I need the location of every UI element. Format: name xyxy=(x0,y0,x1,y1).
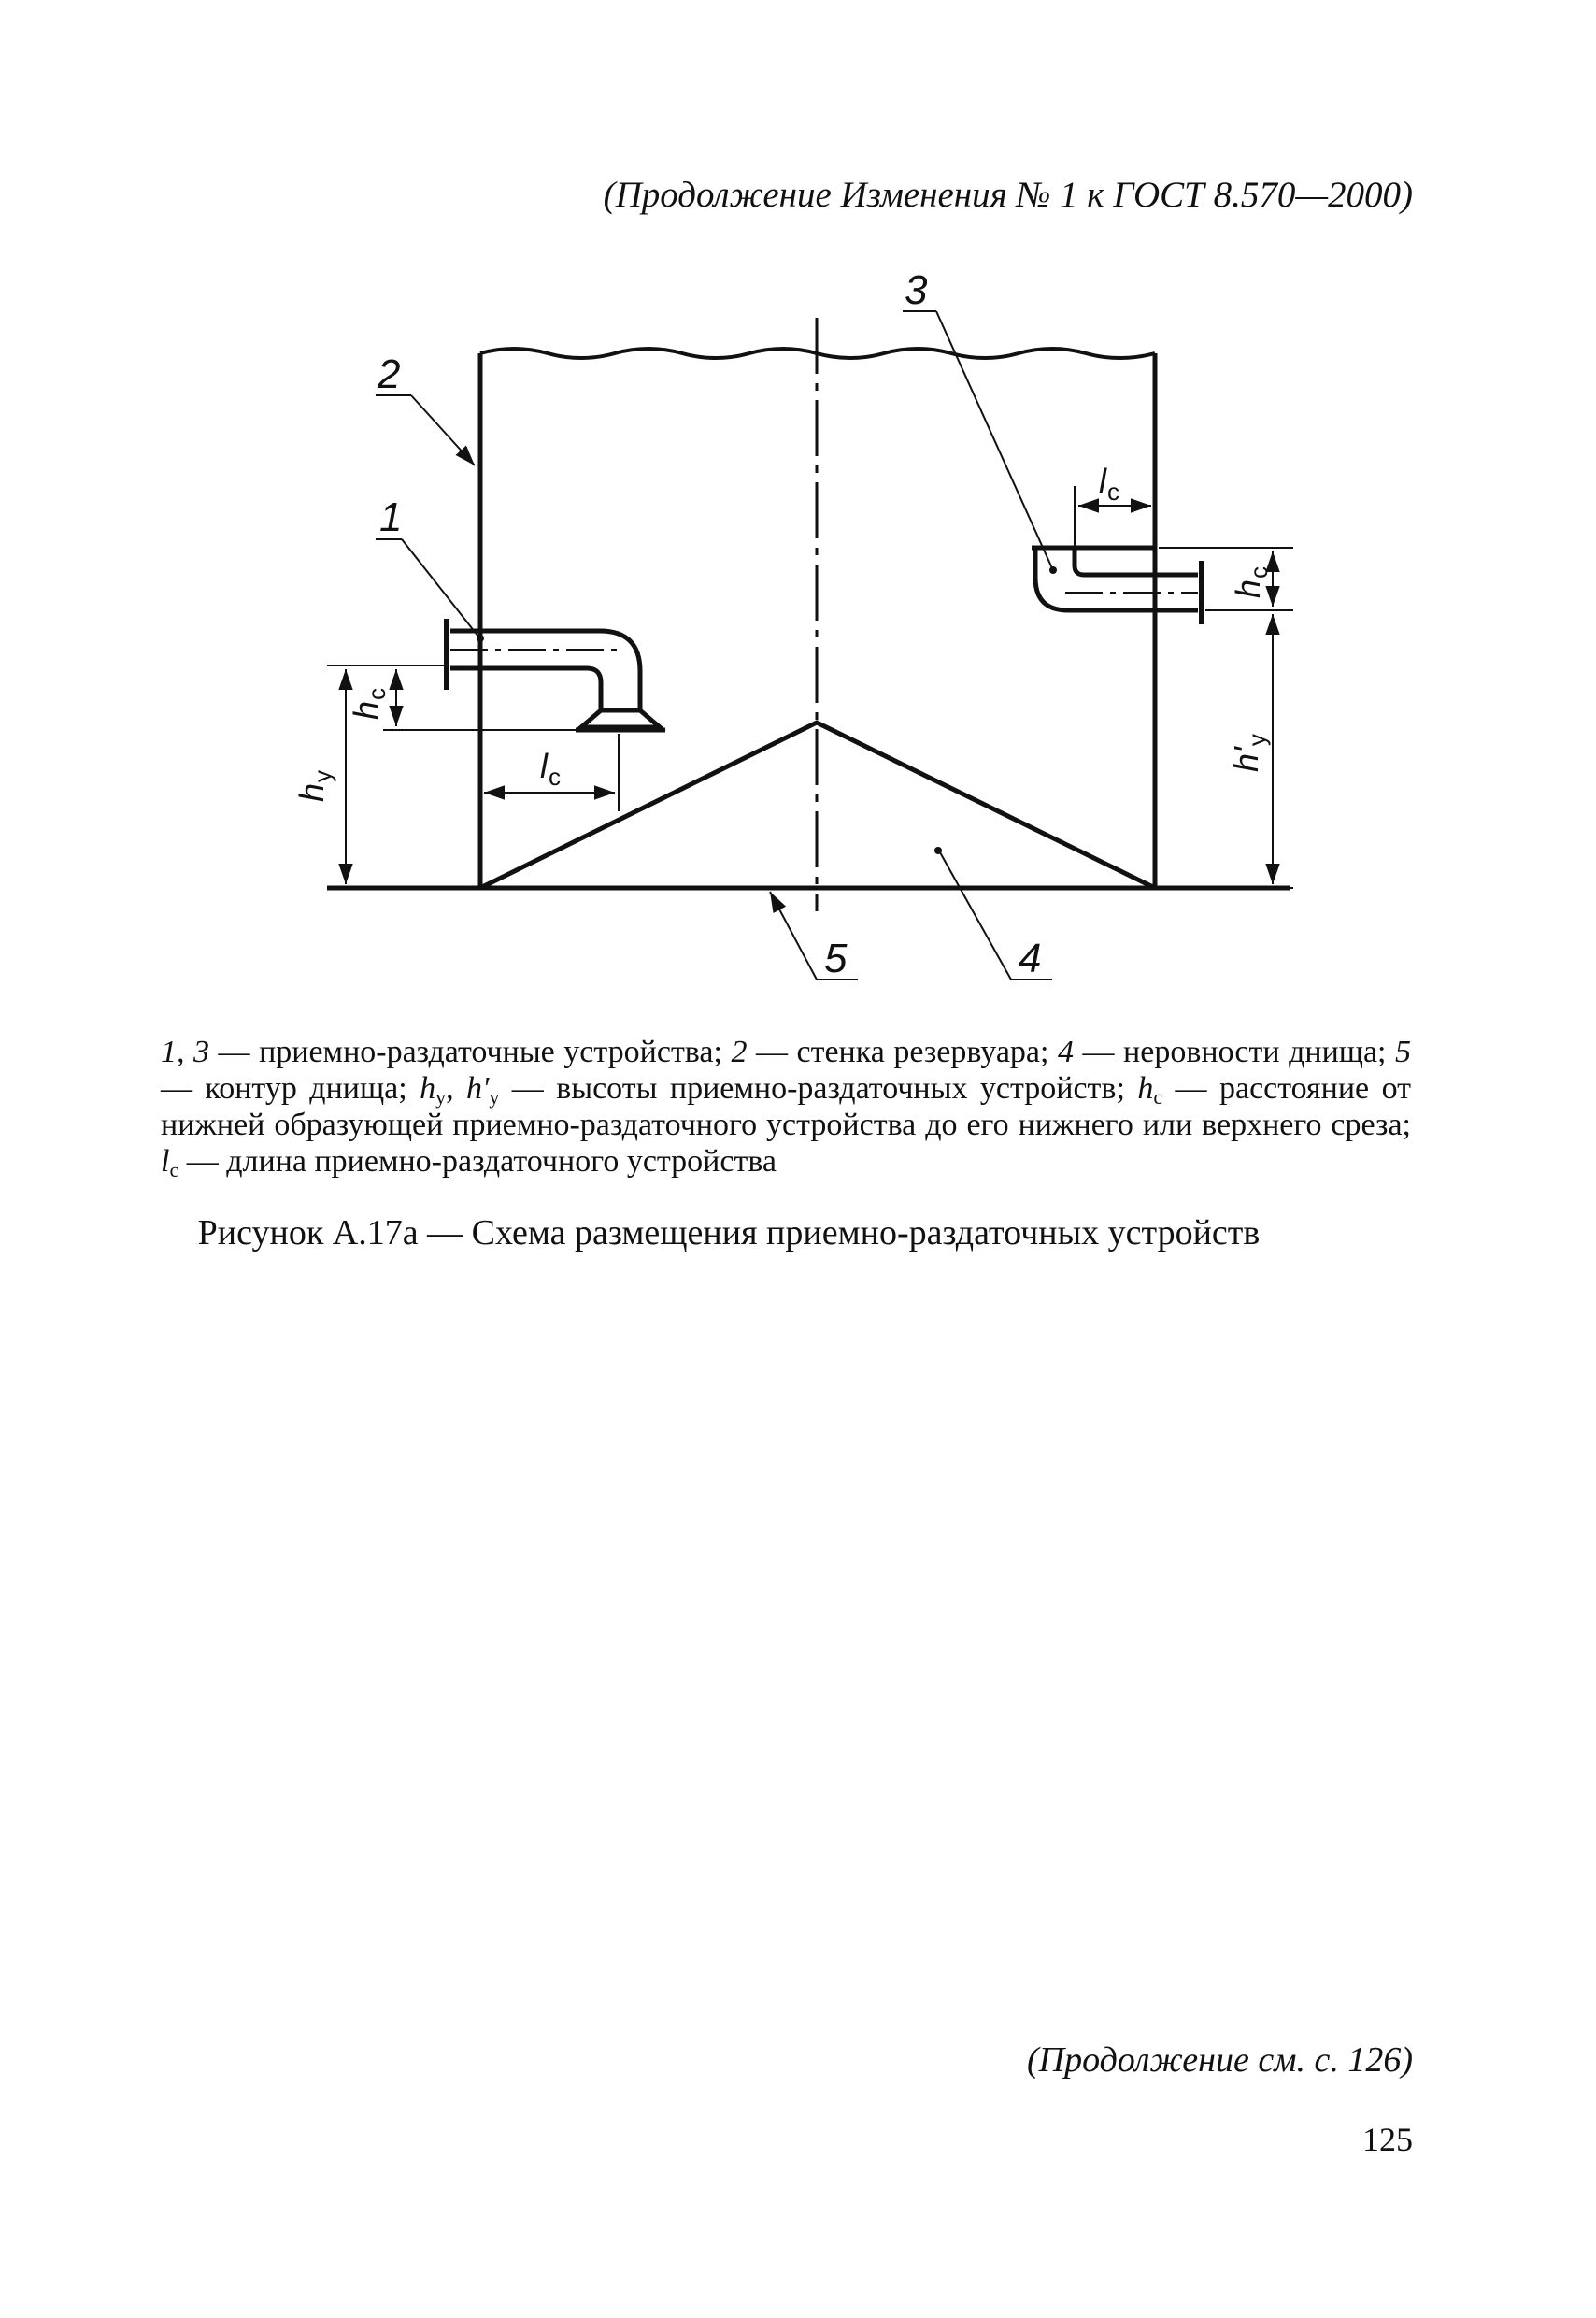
tank-diagram xyxy=(0,0,1596,1028)
svg-text:2: 2 xyxy=(378,351,401,397)
inlet-outlet-device-right xyxy=(1032,548,1202,624)
label-lc-left: $l_c$ xyxy=(540,747,561,791)
figure-caption: Рисунок А.17а — Схема размещения приемно-раздаточных устройств xyxy=(197,1213,1261,1252)
callout-1 xyxy=(376,494,484,642)
dimension-hc-right xyxy=(1159,548,1293,610)
label-hc-left: $h_c$ xyxy=(347,687,391,720)
callout-3 xyxy=(903,267,1057,574)
callout-5 xyxy=(770,892,858,981)
label-hy-left: $h_y$ xyxy=(292,769,336,802)
continuation-header: (Продолжение Изменения № 1 к ГОСТ 8.570—2000) xyxy=(603,175,1413,215)
label-hy-prime-right: $h'_y$ xyxy=(1227,734,1271,772)
label-hc-right: $h_c$ xyxy=(1229,565,1273,598)
figure-legend: 1, 3 — приемно-раздаточные устройства; 2 — стенка резервуара; 4 — неровности днища; 5 — контур днища; $h_y$, $h'_y$ — высоты приемно-раздаточных устройств; $h_c$ — расстояние от нижней образующей приемно-раздаточного устройства до его нижнего или верхнего среза; $l_c$ — длина приемно-раздаточного устройства xyxy=(161,1035,1412,1181)
callout-4 xyxy=(934,847,1052,981)
page-number: 125 xyxy=(1362,2121,1413,2158)
svg-text:1: 1 xyxy=(379,494,403,540)
svg-text:4: 4 xyxy=(1019,936,1042,981)
svg-text:5: 5 xyxy=(824,936,848,981)
dimension-hy-prime-right xyxy=(1155,614,1293,888)
continuation-footer: (Продолжение см. с. 126) xyxy=(1026,2040,1413,2080)
callout-2 xyxy=(376,351,475,465)
svg-text:3: 3 xyxy=(905,267,928,313)
label-lc-right: $l_c$ xyxy=(1099,462,1119,506)
